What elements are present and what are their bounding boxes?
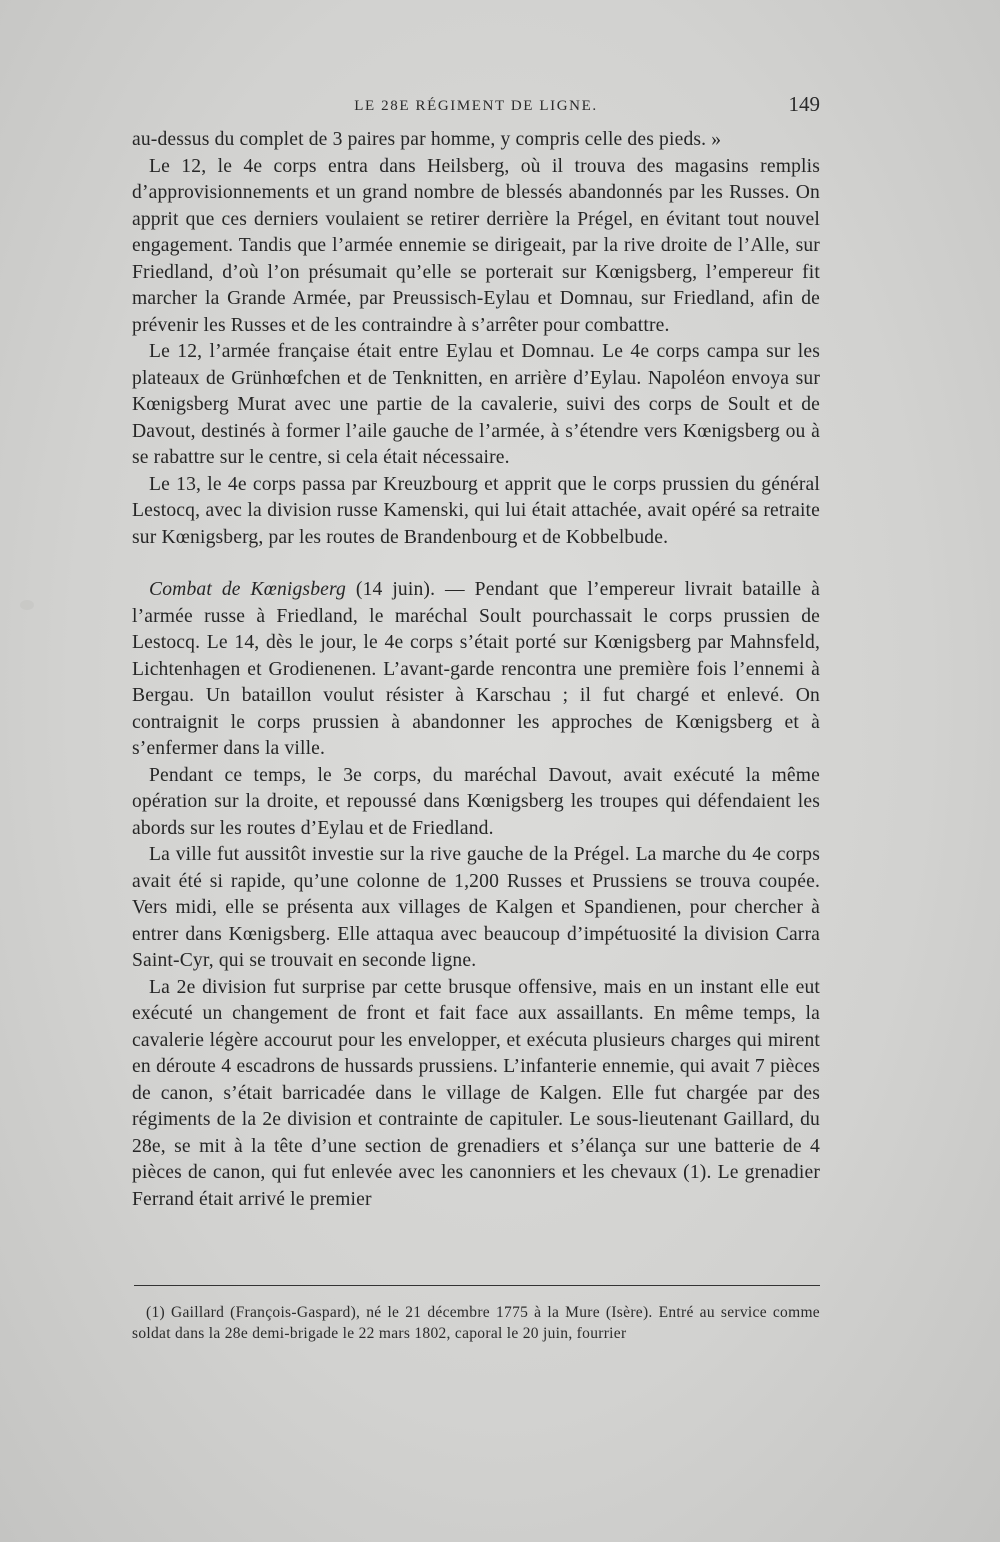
paper-speck bbox=[20, 600, 34, 610]
paragraph: Pendant ce temps, le 3e corps, du maréchal Davout, avait exécuté la même opération sur la droite, et repoussé dans Kœnigsberg les troupes qui défendaient les abords sur les routes d’Eylau et de Friedland. bbox=[132, 764, 820, 839]
paragraph: Le 12, l’armée française était entre Eylau et Domnau. Le 4e corps campa sur les plateaux de Grünhœfchen et de Tenknitten, en arrière d’Eylau. Napoléon envoya sur Kœnigsberg Murat avec une partie de la cavalerie, suivi des corps de Soult et de Davout, destinés à former l’aile gauche de l’armée, à s’étendre vers Kœnigsberg ou à se rabattre sur le centre, si cela était nécessaire. bbox=[132, 341, 820, 468]
paragraph: au-dessus du complet de 3 paires par homme, y compris celle des pieds. » bbox=[132, 129, 722, 150]
paragraph: La ville fut aussitôt investie sur la rive gauche de la Prégel. La marche du 4e corps avait été si rapide, qu’une colonne de 1,200 Russes et Prussiens se trouva coupée. Vers midi, elle se présenta aux villages de Kalgen et Spandienen, pour chercher à entrer dans Kœnigsberg. Elle attaqua avec beaucoup d’impétuosité la division Carra Saint-Cyr, qui se trouvait en seconde ligne. bbox=[132, 844, 820, 971]
body-text bbox=[132, 127, 820, 1213]
paragraph: Le 12, le 4e corps entra dans Heilsberg, où il trouva des magasins remplis d’approvisionnements et un grand nombre de blessés abandonnés par les Russes. On apprit que ces derniers voulaient se retirer derrière la Prégel, en évitant tout nouvel engagement. Tandis que l’armée ennemie se dirigeait, par la rive droite de l’Alle, sur Friedland, d’où l’on présumait qu’elle se porterait sur Kœnigsberg, l’empereur fit marcher la Grande Armée, par Preussisch-Eylau et Domnau, sur Friedland, afin de prévenir les Russes et de les contraindre à s’arrêter pour combattre. bbox=[132, 155, 820, 336]
page-number: 149 bbox=[788, 92, 820, 116]
footnote: (1) Gaillard (François-Gaspard), né le 21 décembre 1775 à la Mure (Isère). Entré au service comme soldat dans la 28e demi-brigade le 22 mars 1802, caporal le 20 juin, fourrier bbox=[132, 1304, 820, 1342]
section-heading: Combat de Kœnigsberg bbox=[149, 579, 346, 600]
paragraph: La 2e division fut surprise par cette brusque offensive, mais en un instant elle eut exécuté un changement de front et fait face aux assaillants. En même temps, la cavalerie légère accourut pour les envelopper, et exécuta plusieurs charges qui mirent en déroute 4 escadrons de hussards prussiens. L’infanterie ennemie, qui avait 7 pièces de canon, s’était barricadée dans le village de Kalgen. Elle fut chargée par des régiments de la 2e division et contrainte de capituler. Le sous-lieutenant Gaillard, du 28e, se mit à la tête d’une section de grenadiers et s’élança sur une batterie de 4 pièces de canon, qui fut enlevée avec les canonniers et les chevaux (1). Le grenadier Ferrand était arrivé le premier bbox=[132, 976, 820, 1210]
section-intro: — Pendant que l’empereur livrait bataille à l’armée russe à Friedland, le maréchal Soult pourchassait le corps prussien de Lestocq. Le 14, dès le jour, le 4e corps s’était porté sur Kœnigsberg par Mahnsfeld, Lichtenhagen et Grodienenen. L’avant-garde rencontra une première fois l’ennemi à Bergau. Un bataillon voulut résister à Karschau ; il fut chargé et enlevé. On contraignit le corps prussien à abandonner les approches de Kœnigsberg et à s’enfermer dans la ville. bbox=[132, 579, 820, 759]
running-head bbox=[132, 92, 820, 120]
running-title: LE 28E RÉGIMENT DE LIGNE. bbox=[354, 98, 598, 114]
section-paragraph bbox=[132, 577, 820, 763]
section-date: (14 juin). bbox=[355, 579, 436, 600]
paragraph: Le 13, le 4e corps passa par Kreuzbourg et apprit que le corps prussien du général Lestocq, avec la division russe Kamenski, qui lui était attachée, avait opéré sa retraite sur Kœnigsberg, par les routes de Brandenbourg et de Kobbelbude. bbox=[132, 473, 820, 548]
footnote-rule bbox=[134, 1285, 820, 1286]
